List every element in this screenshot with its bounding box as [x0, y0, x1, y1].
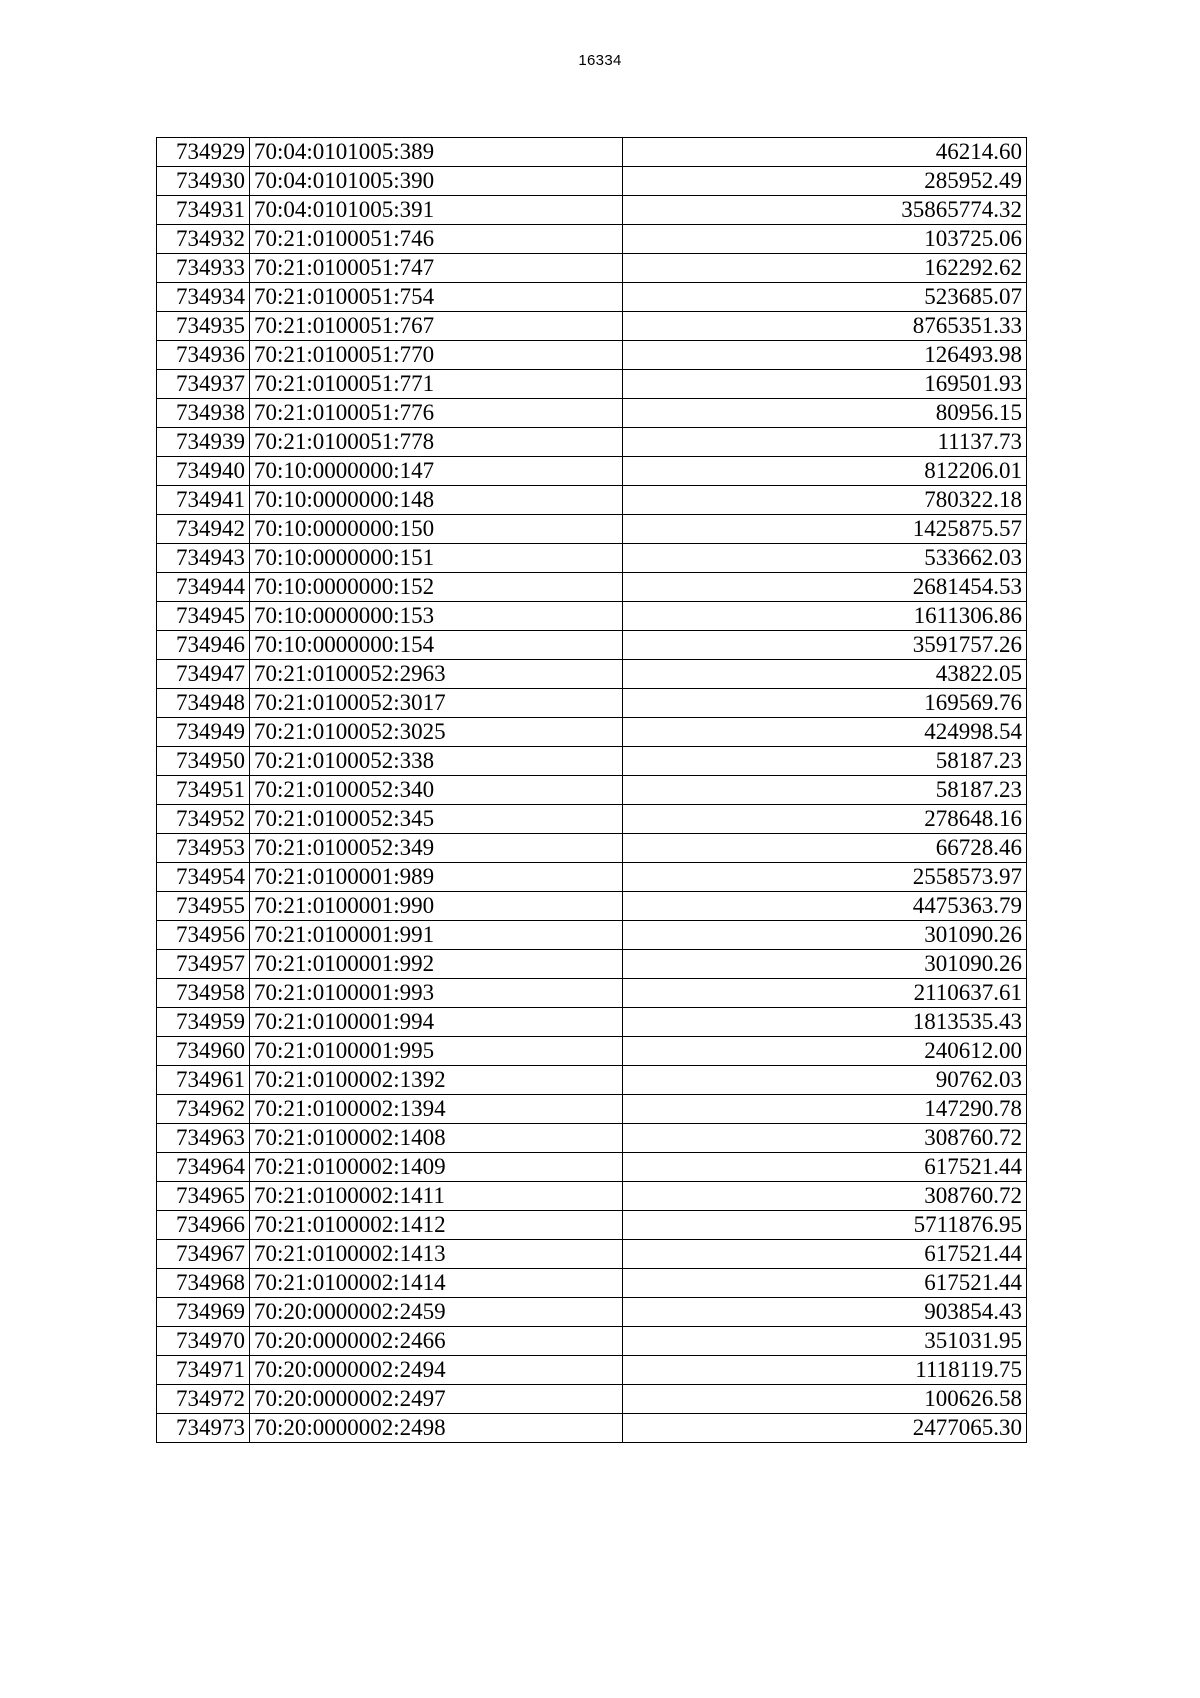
row-id-cell: 734937	[157, 370, 250, 399]
value-cell: 351031.95	[623, 1327, 1027, 1356]
cadastral-number-cell: 70:21:0100002:1412	[250, 1211, 623, 1240]
table-row	[157, 428, 1027, 457]
value-cell: 1425875.57	[623, 515, 1027, 544]
table-row	[157, 950, 1027, 979]
value-cell: 103725.06	[623, 225, 1027, 254]
value-cell: 162292.62	[623, 254, 1027, 283]
row-id-cell: 734968	[157, 1269, 250, 1298]
cadastral-number-cell: 70:04:0101005:391	[250, 196, 623, 225]
table-row	[157, 1269, 1027, 1298]
value-cell: 8765351.33	[623, 312, 1027, 341]
value-cell: 35865774.32	[623, 196, 1027, 225]
value-cell: 278648.16	[623, 805, 1027, 834]
row-id-cell: 734952	[157, 805, 250, 834]
cadastral-number-cell: 70:21:0100051:754	[250, 283, 623, 312]
table-row	[157, 631, 1027, 660]
row-id-cell: 734961	[157, 1066, 250, 1095]
table-row	[157, 1211, 1027, 1240]
row-id-cell: 734971	[157, 1356, 250, 1385]
value-cell: 812206.01	[623, 457, 1027, 486]
row-id-cell: 734963	[157, 1124, 250, 1153]
row-id-cell: 734949	[157, 718, 250, 747]
cadastral-number-cell: 70:04:0101005:390	[250, 167, 623, 196]
cadastral-number-cell: 70:10:0000000:154	[250, 631, 623, 660]
table-row	[157, 1037, 1027, 1066]
value-cell: 58187.23	[623, 747, 1027, 776]
table-row	[157, 283, 1027, 312]
value-cell: 2681454.53	[623, 573, 1027, 602]
cadastral-number-cell: 70:21:0100051:767	[250, 312, 623, 341]
cadastral-number-cell: 70:21:0100051:771	[250, 370, 623, 399]
value-cell: 126493.98	[623, 341, 1027, 370]
cadastral-number-cell: 70:21:0100052:3017	[250, 689, 623, 718]
cadastral-number-cell: 70:21:0100051:747	[250, 254, 623, 283]
row-id-cell: 734933	[157, 254, 250, 283]
cadastral-number-cell: 70:10:0000000:152	[250, 573, 623, 602]
cadastral-number-cell: 70:04:0101005:389	[250, 138, 623, 167]
row-id-cell: 734947	[157, 660, 250, 689]
row-id-cell: 734956	[157, 921, 250, 950]
value-cell: 3591757.26	[623, 631, 1027, 660]
cadastral-number-cell: 70:20:0000002:2498	[250, 1414, 623, 1443]
row-id-cell: 734929	[157, 138, 250, 167]
cadastral-number-cell: 70:21:0100052:3025	[250, 718, 623, 747]
table-row	[157, 1385, 1027, 1414]
value-cell: 46214.60	[623, 138, 1027, 167]
value-cell: 2558573.97	[623, 863, 1027, 892]
value-cell: 308760.72	[623, 1182, 1027, 1211]
cadastral-number-cell: 70:20:0000002:2494	[250, 1356, 623, 1385]
table-row	[157, 341, 1027, 370]
value-cell: 308760.72	[623, 1124, 1027, 1153]
cadastral-number-cell: 70:21:0100002:1392	[250, 1066, 623, 1095]
row-id-cell: 734938	[157, 399, 250, 428]
row-id-cell: 734965	[157, 1182, 250, 1211]
table-row	[157, 138, 1027, 167]
value-cell: 1118119.75	[623, 1356, 1027, 1385]
table-row	[157, 1356, 1027, 1385]
row-id-cell: 734936	[157, 341, 250, 370]
table-row	[157, 1182, 1027, 1211]
row-id-cell: 734958	[157, 979, 250, 1008]
value-cell: 2110637.61	[623, 979, 1027, 1008]
cadastral-number-cell: 70:21:0100002:1394	[250, 1095, 623, 1124]
cadastral-number-cell: 70:21:0100052:349	[250, 834, 623, 863]
cadastral-number-cell: 70:21:0100001:993	[250, 979, 623, 1008]
table-row	[157, 1153, 1027, 1182]
cadastral-number-cell: 70:21:0100001:989	[250, 863, 623, 892]
value-cell: 5711876.95	[623, 1211, 1027, 1240]
row-id-cell: 734959	[157, 1008, 250, 1037]
value-cell: 1611306.86	[623, 602, 1027, 631]
row-id-cell: 734931	[157, 196, 250, 225]
cadastral-number-cell: 70:21:0100052:338	[250, 747, 623, 776]
cadastral-number-cell: 70:21:0100001:991	[250, 921, 623, 950]
row-id-cell: 734970	[157, 1327, 250, 1356]
cadastral-number-cell: 70:21:0100002:1411	[250, 1182, 623, 1211]
table-row	[157, 1066, 1027, 1095]
value-cell: 66728.46	[623, 834, 1027, 863]
cadastral-number-cell: 70:21:0100002:1409	[250, 1153, 623, 1182]
table-row	[157, 515, 1027, 544]
cadastral-number-cell: 70:20:0000002:2466	[250, 1327, 623, 1356]
value-cell: 147290.78	[623, 1095, 1027, 1124]
cadastral-number-cell: 70:21:0100052:2963	[250, 660, 623, 689]
value-cell: 617521.44	[623, 1153, 1027, 1182]
row-id-cell: 734935	[157, 312, 250, 341]
table-row	[157, 1240, 1027, 1269]
row-id-cell: 734939	[157, 428, 250, 457]
value-cell: 285952.49	[623, 167, 1027, 196]
cadastral-number-cell: 70:21:0100002:1408	[250, 1124, 623, 1153]
value-cell: 11137.73	[623, 428, 1027, 457]
cadastral-number-cell: 70:20:0000002:2459	[250, 1298, 623, 1327]
cadastral-number-cell: 70:10:0000000:150	[250, 515, 623, 544]
cadastral-number-cell: 70:21:0100002:1414	[250, 1269, 623, 1298]
row-id-cell: 734934	[157, 283, 250, 312]
row-id-cell: 734951	[157, 776, 250, 805]
row-id-cell: 734967	[157, 1240, 250, 1269]
cadastral-number-cell: 70:21:0100051:770	[250, 341, 623, 370]
cadastral-number-cell: 70:20:0000002:2497	[250, 1385, 623, 1414]
table-row	[157, 486, 1027, 515]
table-row	[157, 718, 1027, 747]
table-row	[157, 747, 1027, 776]
row-id-cell: 734954	[157, 863, 250, 892]
value-cell: 533662.03	[623, 544, 1027, 573]
row-id-cell: 734973	[157, 1414, 250, 1443]
row-id-cell: 734964	[157, 1153, 250, 1182]
table-row	[157, 544, 1027, 573]
table-row	[157, 225, 1027, 254]
table-row	[157, 834, 1027, 863]
value-cell: 617521.44	[623, 1269, 1027, 1298]
row-id-cell: 734962	[157, 1095, 250, 1124]
page-number: 16334	[578, 52, 622, 69]
row-id-cell: 734930	[157, 167, 250, 196]
table-row	[157, 1327, 1027, 1356]
value-cell: 80956.15	[623, 399, 1027, 428]
cadastral-number-cell: 70:10:0000000:147	[250, 457, 623, 486]
table-row	[157, 602, 1027, 631]
value-cell: 58187.23	[623, 776, 1027, 805]
value-cell: 617521.44	[623, 1240, 1027, 1269]
value-cell: 100626.58	[623, 1385, 1027, 1414]
row-id-cell: 734940	[157, 457, 250, 486]
row-id-cell: 734943	[157, 544, 250, 573]
table-row	[157, 312, 1027, 341]
table-row	[157, 196, 1027, 225]
value-cell: 169569.76	[623, 689, 1027, 718]
cadastral-number-cell: 70:10:0000000:148	[250, 486, 623, 515]
table-row	[157, 805, 1027, 834]
value-cell: 301090.26	[623, 950, 1027, 979]
table-row	[157, 573, 1027, 602]
row-id-cell: 734969	[157, 1298, 250, 1327]
row-id-cell: 734941	[157, 486, 250, 515]
table-row	[157, 979, 1027, 1008]
row-id-cell: 734948	[157, 689, 250, 718]
value-cell: 301090.26	[623, 921, 1027, 950]
value-cell: 1813535.43	[623, 1008, 1027, 1037]
value-cell: 240612.00	[623, 1037, 1027, 1066]
table-row	[157, 457, 1027, 486]
table-row	[157, 1414, 1027, 1443]
row-id-cell: 734960	[157, 1037, 250, 1066]
value-cell: 169501.93	[623, 370, 1027, 399]
value-cell: 90762.03	[623, 1066, 1027, 1095]
table-row	[157, 167, 1027, 196]
row-id-cell: 734966	[157, 1211, 250, 1240]
table-row	[157, 370, 1027, 399]
table-row	[157, 921, 1027, 950]
value-cell: 43822.05	[623, 660, 1027, 689]
row-id-cell: 734944	[157, 573, 250, 602]
table-row	[157, 254, 1027, 283]
table-row	[157, 863, 1027, 892]
cadastral-number-cell: 70:21:0100051:776	[250, 399, 623, 428]
value-cell: 2477065.30	[623, 1414, 1027, 1443]
cadastral-number-cell: 70:10:0000000:151	[250, 544, 623, 573]
table-row	[157, 776, 1027, 805]
row-id-cell: 734946	[157, 631, 250, 660]
cadastral-value-table	[156, 137, 1027, 1443]
value-cell: 903854.43	[623, 1298, 1027, 1327]
table-row	[157, 1008, 1027, 1037]
value-cell: 780322.18	[623, 486, 1027, 515]
cadastral-number-cell: 70:21:0100051:778	[250, 428, 623, 457]
row-id-cell: 734932	[157, 225, 250, 254]
cadastral-number-cell: 70:21:0100052:345	[250, 805, 623, 834]
table-row	[157, 689, 1027, 718]
table-row	[157, 1298, 1027, 1327]
table-body	[157, 138, 1027, 1443]
row-id-cell: 734942	[157, 515, 250, 544]
cadastral-number-cell: 70:21:0100001:992	[250, 950, 623, 979]
table-row	[157, 660, 1027, 689]
row-id-cell: 734945	[157, 602, 250, 631]
table-row	[157, 399, 1027, 428]
row-id-cell: 734972	[157, 1385, 250, 1414]
cadastral-number-cell: 70:21:0100051:746	[250, 225, 623, 254]
value-cell: 424998.54	[623, 718, 1027, 747]
value-cell: 523685.07	[623, 283, 1027, 312]
value-cell: 4475363.79	[623, 892, 1027, 921]
table-row	[157, 1124, 1027, 1153]
table-row	[157, 1095, 1027, 1124]
row-id-cell: 734953	[157, 834, 250, 863]
row-id-cell: 734950	[157, 747, 250, 776]
cadastral-number-cell: 70:21:0100002:1413	[250, 1240, 623, 1269]
row-id-cell: 734955	[157, 892, 250, 921]
cadastral-number-cell: 70:21:0100001:995	[250, 1037, 623, 1066]
cadastral-number-cell: 70:21:0100001:994	[250, 1008, 623, 1037]
cadastral-number-cell: 70:21:0100001:990	[250, 892, 623, 921]
table-row	[157, 892, 1027, 921]
cadastral-number-cell: 70:10:0000000:153	[250, 602, 623, 631]
row-id-cell: 734957	[157, 950, 250, 979]
cadastral-number-cell: 70:21:0100052:340	[250, 776, 623, 805]
